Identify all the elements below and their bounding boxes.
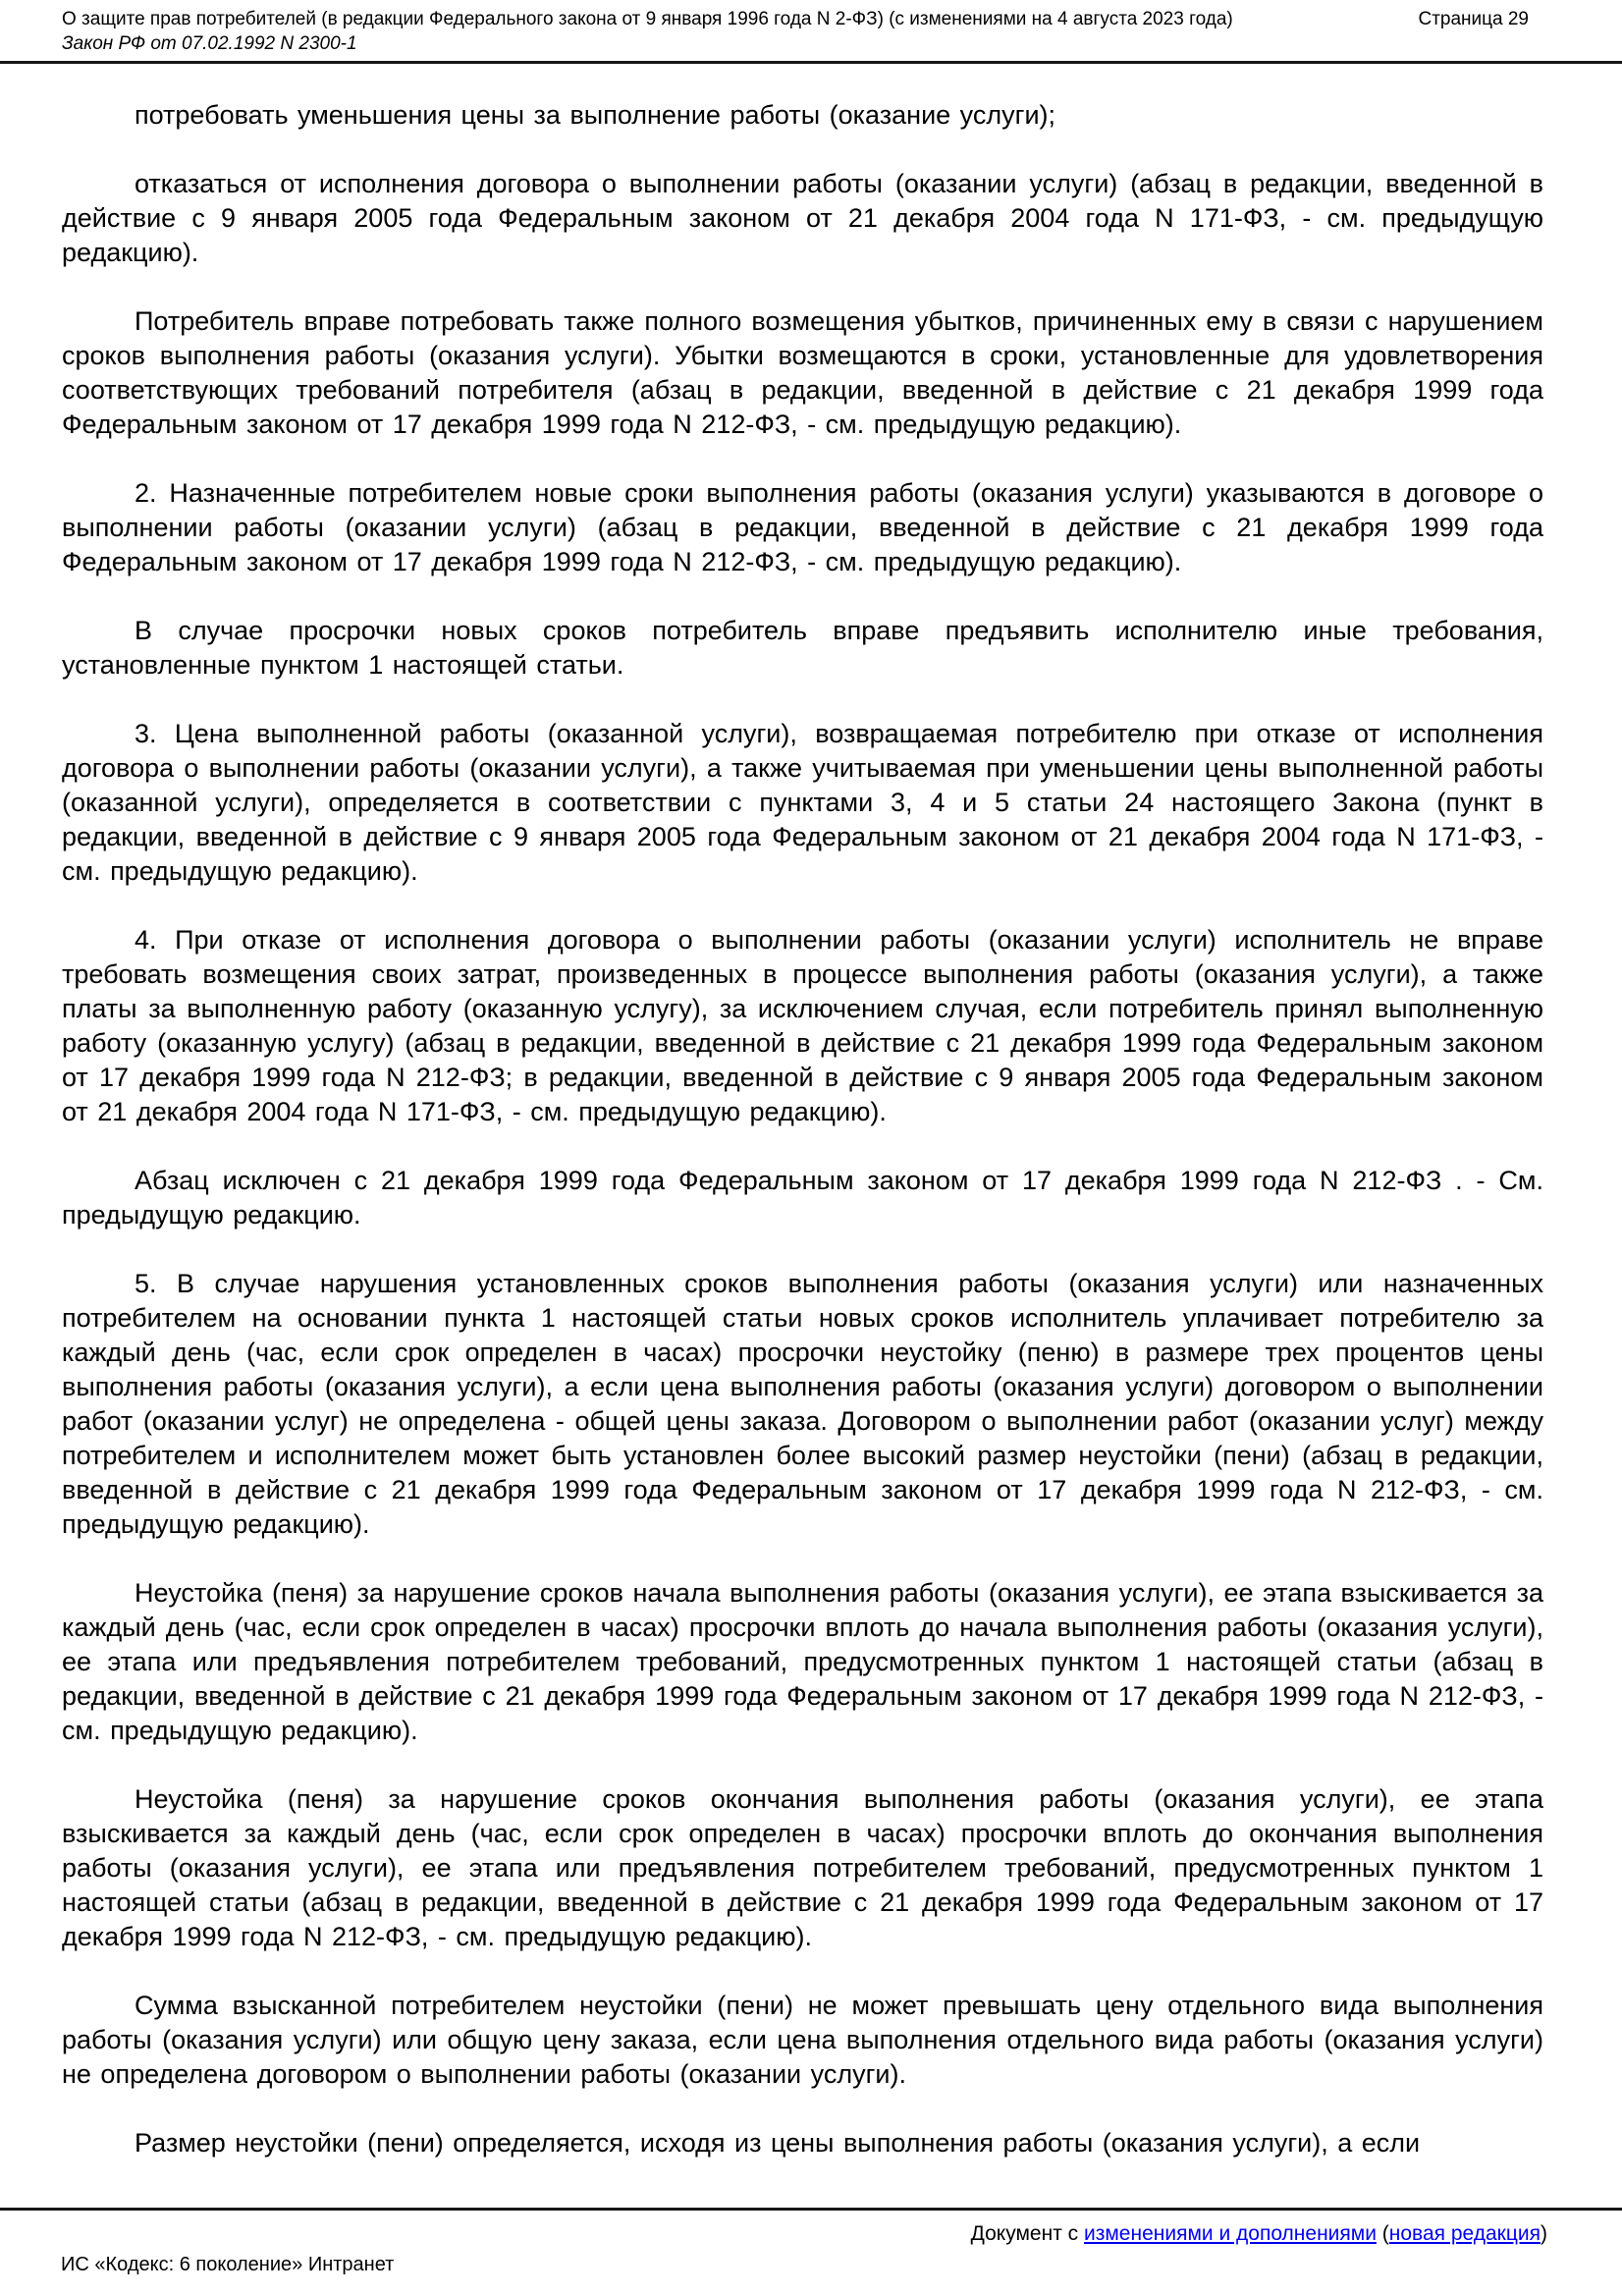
paragraph: 3. Цена выполненной работы (оказанной услуги), возвращаемая потребителю при отказе от исполнения договора о выполнении работы (оказании услуги), а также учитываемая при уменьшении цены выполненной работы (оказанной услуги), определяется в соответствии с пунктами 3, 4 и 5 статьи 24 настоящего Закона (пункт в редакции, введенной в действие с 9 января 2005 года Федеральным законом от 21 декабря 2004 года N 171-ФЗ, - см. предыдущую редакцию).	[62, 719, 1543, 886]
paragraph: 4. При отказе от исполнения договора о выполнении работы (оказании услуги) исполнитель не вправе требовать возмещения своих затрат, произведенных в процессе выполнения работы (оказания услуги), а также платы за выполненную работу (оказанную услугу), за исключением случая, если потребитель принял выполненную работу (оказанную услугу) (абзац в редакции, введенной в действие с 21 декабря 1999 года Федеральным законом от 17 декабря 1999 года N 212-ФЗ; в редакции, введенной в действие с 9 января 2005 года Федеральным законом от 21 декабря 2004 года N 171-ФЗ, - см. предыдущую редакцию).	[62, 925, 1543, 1126]
document-title: О защите прав потребителей (в редакции Федерального закона от 9 января 1996 года N 2-ФЗ) (с изменениями на 4 августа 2023 года)	[62, 9, 1233, 29]
paragraph: Сумма взысканной потребителем неустойки (пени) не может превышать цену отдельного вида выполнения работы (оказания услуги) или общую цену заказа, если цена выполнения отдельного вида работы (оказания услуги) не определена договором о выполнении работы (оказании услуги).	[62, 1991, 1543, 2089]
footer-doc-prefix: Документ с	[970, 2222, 1084, 2245]
page-number: Страница 29	[1418, 9, 1529, 29]
paragraph: отказаться от исполнения договора о выполнении работы (оказании услуги) (абзац в редакции, введенной в действие с 9 января 2005 года Федеральным законом от 21 декабря 2004 года N 171-ФЗ, - см. предыдущую редакцию).	[62, 169, 1543, 267]
footer-suffix: )	[1541, 2222, 1547, 2245]
document-subtitle: Закон РФ от 07.02.1992 N 2300-1	[62, 33, 357, 54]
changes-and-amendments-link[interactable]: изменениями и дополнениями	[1084, 2222, 1377, 2245]
header-title-block	[62, 7, 1233, 56]
page-header	[0, 0, 1622, 56]
paragraph: Неустойка (пеня) за нарушение сроков начала выполнения работы (оказания услуги), ее этапа взыскивается за каждый день (час, если срок определен в часах) просрочки вплоть до начала выполнения работы (оказания услуги), ее этапа или предъявления потребителем требований, предусмотренных пунктом 1 настоящей статьи (абзац в редакции, введенной в действие с 21 декабря 1999 года Федеральным законом от 17 декабря 1999 года N 212-ФЗ, - см. предыдущую редакцию).	[62, 1578, 1543, 1745]
paragraph: Неустойка (пеня) за нарушение сроков окончания выполнения работы (оказания услуги), ее этапа взыскивается за каждый день (час, если срок определен в часах) просрочки вплоть до окончания выполнения работы (оказания услуги), ее этапа или предъявления потребителем требований, предусмотренных пунктом 1 настоящей статьи (абзац в редакции, введенной в действие с 21 декабря 1999 года Федеральным законом от 17 декабря 1999 года N 212-ФЗ, - см. предыдущую редакцию).	[62, 1784, 1543, 1951]
footer-document-line	[0, 2211, 1622, 2247]
paragraph: В случае просрочки новых сроков потребитель вправе предъявить исполнителю иные требования, установленные пунктом 1 настоящей статьи.	[62, 616, 1543, 680]
footer-separator: (	[1376, 2222, 1389, 2245]
header-divider	[0, 61, 1622, 64]
system-label: ИС «Кодекс: 6 поколение» Интранет	[61, 2254, 395, 2275]
paragraph: потребовать уменьшения цены за выполнение работы (оказание услуги);	[135, 100, 1056, 130]
document-body	[0, 98, 1622, 2160]
paragraph: 2. Назначенные потребителем новые сроки выполнения работы (оказания услуги) указываются в договоре о выполнении работы (оказании услуги) (абзац в редакции, введенной в действие с 21 декабря 1999 года Федеральным законом от 17 декабря 1999 года N 212-ФЗ, - см. предыдущую редакцию).	[62, 478, 1543, 576]
new-edition-link[interactable]: новая редакция	[1388, 2222, 1541, 2245]
paragraph: Потребитель вправе потребовать также полного возмещения убытков, причиненных ему в связи с нарушением сроков выполнения работы (оказания услуги). Убытки возмещаются в сроки, установленные для удовлетворения соответствующих требований потребителя (абзац в редакции, введенной в действие с 21 декабря 1999 года Федеральным законом от 17 декабря 1999 года N 212-ФЗ, - см. предыдущую редакцию).	[62, 306, 1543, 439]
paragraph: 5. В случае нарушения установленных сроков выполнения работы (оказания услуги) или назначенных потребителем на основании пункта 1 настоящей статьи новых сроков исполнитель уплачивает потребителю за каждый день (час, если срок определен в часах) просрочки неустойку (пеню) в размере трех процентов цены выполнения работы (оказания услуги), а если цена выполнения работы (оказания услуги) договором о выполнении работ (оказании услуг) не определена - общей цены заказа. Договором о выполнении работ (оказании услуг) между потребителем и исполнителем может быть установлен более высокий размер неустойки (пени) (абзац в редакции, введенной в действие с 21 декабря 1999 года Федеральным законом от 17 декабря 1999 года N 212-ФЗ, - см. предыдущую редакцию).	[62, 1269, 1543, 1539]
paragraph: Размер неустойки (пени) определяется, исходя из цены выполнения работы (оказания услуги), а если	[135, 2128, 1421, 2158]
page-footer	[0, 2208, 1622, 2296]
paragraph: Абзац исключен с 21 декабря 1999 года Федеральным законом от 17 декабря 1999 года N 212-ФЗ . - См. предыдущую редакцию.	[62, 1166, 1543, 1230]
